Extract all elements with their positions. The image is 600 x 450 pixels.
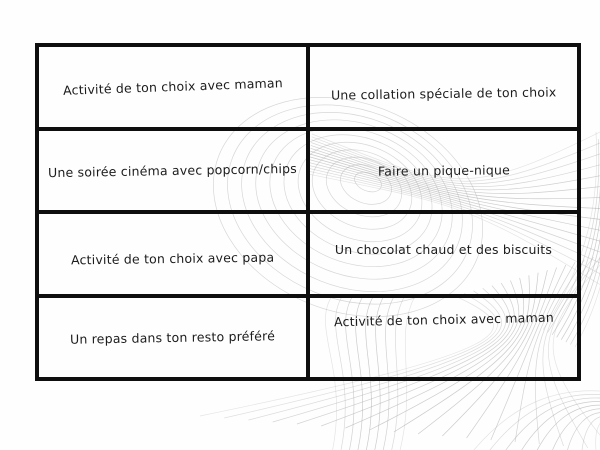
activity-card-label: Activité de ton choix avec maman — [333, 309, 554, 330]
activity-card-label: Un repas dans ton resto préféré — [69, 327, 276, 347]
activity-card — [308, 296, 579, 380]
activity-card — [37, 129, 308, 213]
activity-card — [37, 296, 308, 380]
activity-card-label: Faire un pique-nique — [377, 162, 510, 179]
activity-card-grid — [35, 43, 581, 381]
activity-card — [308, 129, 579, 213]
activity-card-label: Une soirée cinéma avec popcorn/chips — [47, 160, 298, 180]
activity-card — [37, 45, 308, 129]
activity-card — [37, 212, 308, 296]
activity-card-label: Activité de ton choix avec papa — [70, 249, 275, 268]
activity-card-label: Une collation spéciale de ton choix — [330, 84, 557, 103]
activity-card — [308, 45, 579, 129]
activity-card-label: Un chocolat chaud et des biscuits — [334, 242, 553, 258]
activity-card-label: Activité de ton choix avec maman — [62, 75, 283, 99]
activity-card — [308, 212, 579, 296]
